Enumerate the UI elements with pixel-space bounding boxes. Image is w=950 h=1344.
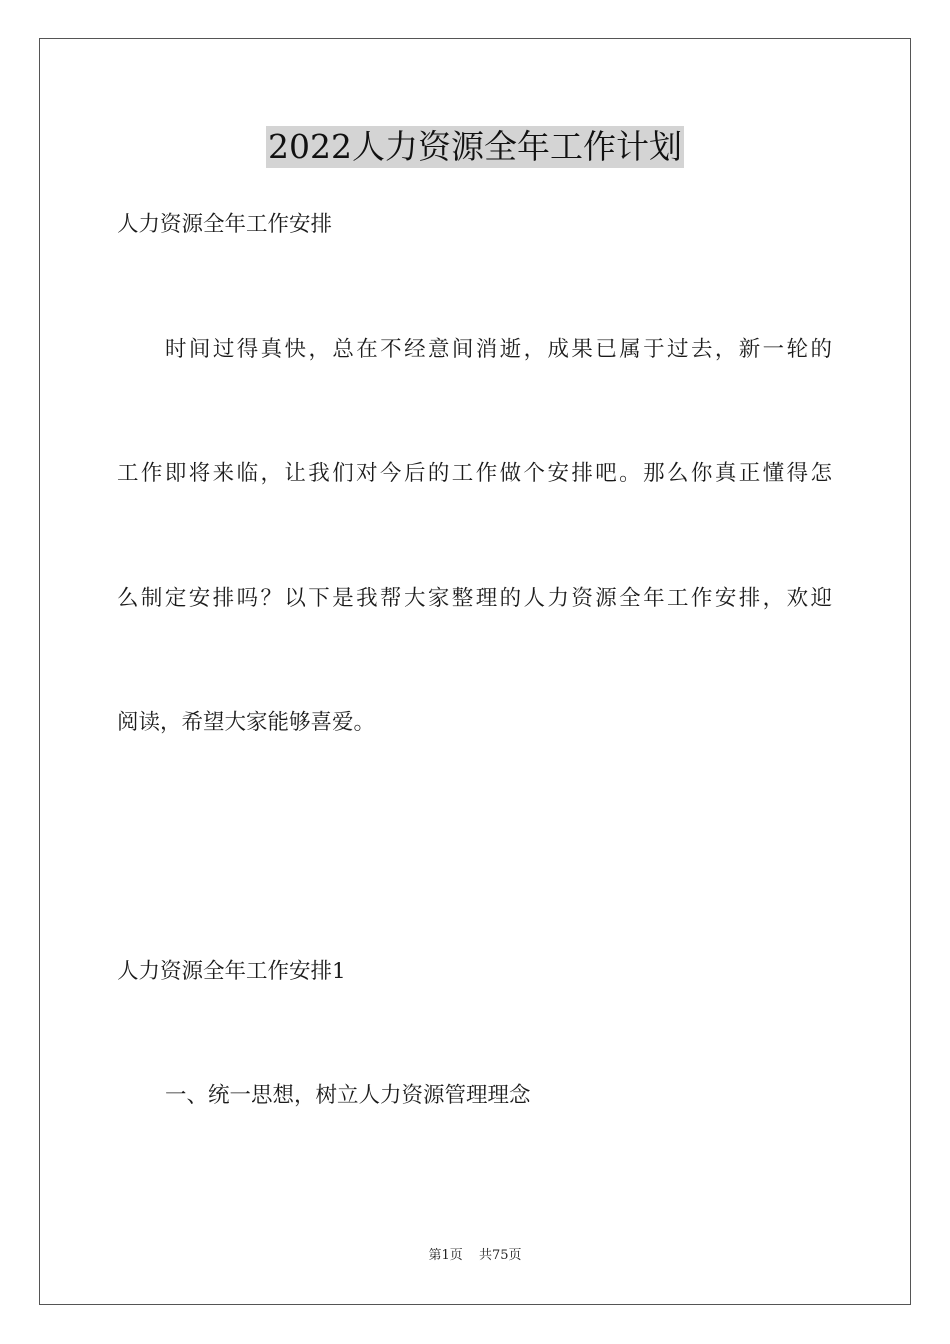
page-total: 共75页 — [478, 1248, 522, 1263]
intro-line-4: 阅读，希望大家能够喜爱。 — [117, 710, 376, 735]
document-subtitle: 人力资源全年工作安排 — [117, 212, 333, 237]
page-footer — [0, 1247, 950, 1265]
title-container — [0, 126, 950, 168]
intro-line-1: 时间过得真快，总在不经意间消逝，成果已属于过去，新一轮的 — [165, 337, 832, 362]
list-item-1: 一、统一思想，树立人力资源管理理念 — [165, 1083, 531, 1108]
page-number: 第1页 — [428, 1248, 463, 1263]
document-title: 2022人力资源全年工作计划 — [268, 127, 682, 166]
section-heading: 人力资源全年工作安排1 — [117, 959, 346, 984]
intro-line-2: 工作即将来临，让我们对今后的工作做个安排吧。那么你真正懂得怎 — [117, 461, 832, 486]
intro-line-3: 么制定安排吗？以下是我帮大家整理的人力资源全年工作安排，欢迎 — [117, 586, 832, 611]
